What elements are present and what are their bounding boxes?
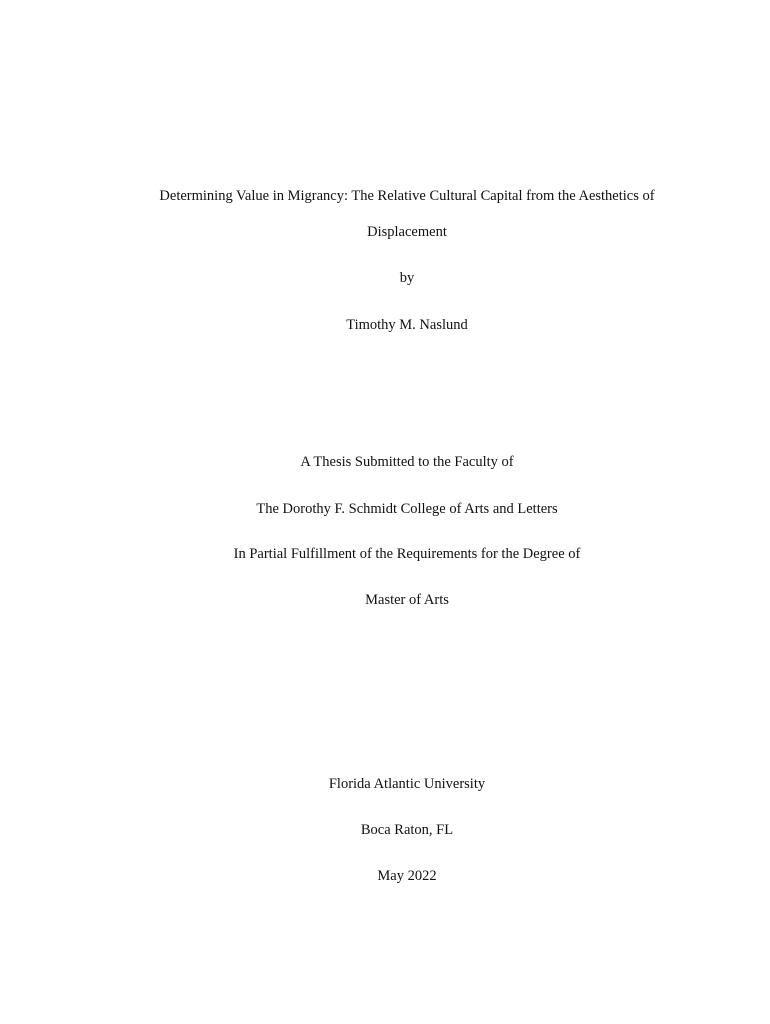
college-name: The Dorothy F. Schmidt College of Arts and Letters <box>256 501 558 517</box>
submission-date: May 2022 <box>377 868 437 884</box>
degree-name: Master of Arts <box>365 592 449 608</box>
submission-statement-1: A Thesis Submitted to the Faculty of <box>300 454 514 470</box>
by-line: by <box>399 270 415 286</box>
university-name: Florida Atlantic University <box>328 776 486 792</box>
university-location: Boca Raton, FL <box>360 822 454 838</box>
submission-statement-3: In Partial Fulfillment of the Requirements for the Degree of <box>233 546 581 562</box>
thesis-title-line-2: Displacement <box>367 224 447 240</box>
thesis-title-line-1: Determining Value in Migrancy: The Relative Cultural Capital from the Aesthetics of <box>159 188 655 204</box>
author-name: Timothy M. Naslund <box>346 317 468 333</box>
